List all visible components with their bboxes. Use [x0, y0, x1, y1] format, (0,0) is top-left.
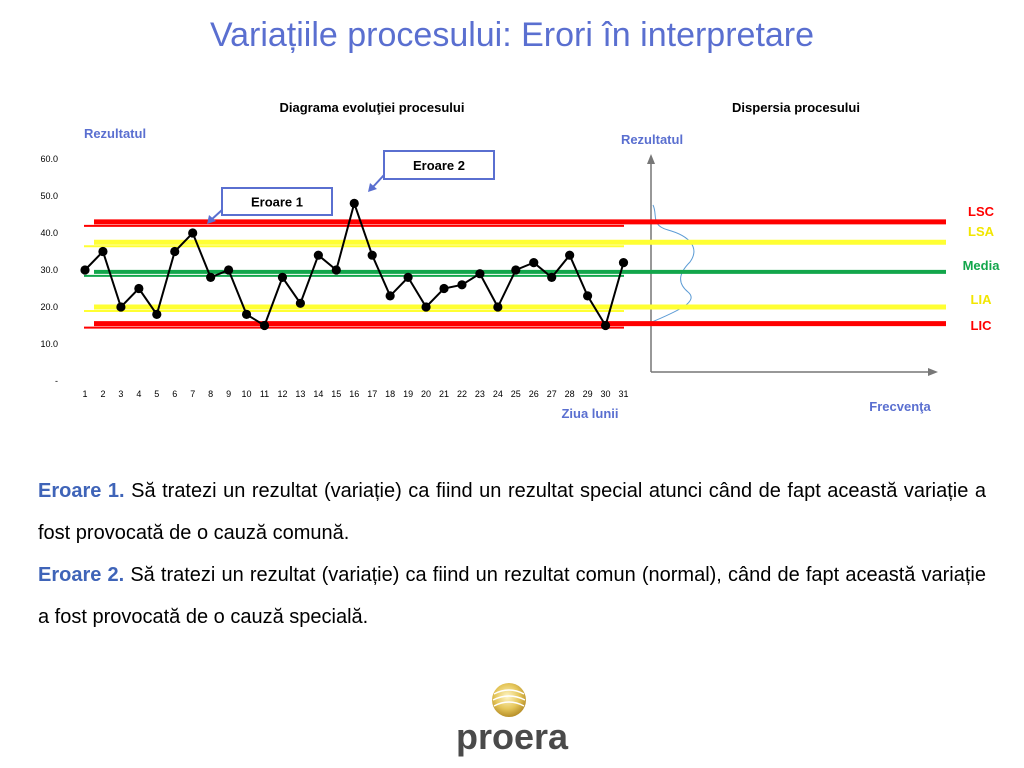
x-tick-label: 19	[403, 389, 414, 399]
limit-label-media: Media	[962, 258, 1000, 273]
x-tick-label: 4	[136, 389, 142, 399]
data-point	[457, 280, 466, 289]
explanation-text	[38, 470, 986, 638]
data-point	[583, 291, 592, 300]
callout-label-2: Eroare 2	[412, 158, 466, 173]
error-2-paragraph	[38, 554, 986, 638]
x-tick-label: 23	[474, 389, 485, 399]
data-point	[601, 321, 610, 330]
logo-text: proera	[455, 716, 569, 757]
x-tick-label: 30	[600, 389, 611, 399]
x-tick-label: 15	[331, 389, 342, 399]
data-point	[368, 251, 377, 260]
data-point	[404, 273, 413, 282]
x-tick-label: 27	[546, 389, 557, 399]
y-tick-label: 40.0	[40, 228, 58, 238]
x-tick-label: 9	[226, 389, 232, 399]
dispersion-y-arrow	[647, 154, 655, 164]
data-point	[80, 265, 89, 274]
x-tick-label: 31	[618, 389, 629, 399]
data-point	[116, 302, 125, 311]
data-point	[224, 265, 233, 274]
y-axis-label-right: Rezultatul	[620, 132, 684, 147]
chart-title-dispersion: Dispersia procesului	[732, 100, 860, 115]
data-point	[170, 247, 179, 256]
y-tick-label: 10.0	[40, 339, 58, 349]
x-tick-label: 8	[208, 389, 214, 399]
callout-arrow-2	[372, 175, 384, 188]
x-tick-label: 7	[190, 389, 196, 399]
x-tick-label: 2	[100, 389, 106, 399]
y-tick-label: -	[55, 376, 58, 386]
dispersion-x-arrow	[928, 368, 938, 376]
data-point	[134, 284, 143, 293]
logo-sphere-icon	[452, 680, 572, 720]
x-tick-label: 22	[456, 389, 467, 399]
x-axis-label-left: Ziua lunii	[561, 406, 619, 421]
x-tick-label: 12	[277, 389, 288, 399]
limit-label-lsa: LSA	[968, 224, 994, 239]
error-2-text: Să tratezi un rezultat (variație) ca fiind un rezultat comun (normal), când de fapt această variație a fost provocată de o cauză specială.	[38, 564, 987, 628]
x-axis-label-right: Frecvenţa	[869, 399, 931, 414]
x-tick-label: 10	[241, 389, 252, 399]
x-tick-label: 3	[118, 389, 124, 399]
data-point	[350, 199, 359, 208]
slide-title: Variațiile procesului: Erori în interpretare	[209, 16, 815, 54]
x-tick-label: 11	[259, 389, 270, 399]
x-tick-label: 29	[582, 389, 593, 399]
data-point	[421, 302, 430, 311]
limit-label-lic: LIC	[970, 318, 992, 333]
data-point	[98, 247, 107, 256]
x-tick-label: 24	[492, 389, 503, 399]
x-tick-label: 26	[528, 389, 539, 399]
y-tick-label: 50.0	[40, 191, 58, 201]
data-point	[260, 321, 269, 330]
x-tick-label: 17	[367, 389, 378, 399]
error-2-label: Eroare 2.	[38, 564, 125, 586]
data-point	[565, 251, 574, 260]
proera-logo	[452, 680, 572, 760]
data-point	[386, 291, 395, 300]
data-point	[278, 273, 287, 282]
data-point	[188, 228, 197, 237]
limit-label-lia: LIA	[970, 292, 992, 307]
error-1-text: Să tratezi un rezultat (variație) ca fiind un rezultat special atunci când de fapt această variație a fost provocată de o cauză comună.	[38, 480, 986, 544]
x-tick-label: 14	[313, 389, 324, 399]
error-1-label: Eroare 1.	[38, 480, 125, 502]
y-axis-label-left: Rezultatul	[83, 126, 147, 141]
callout-label-1: Eroare 1	[250, 194, 304, 210]
x-tick-label: 16	[349, 389, 360, 399]
x-tick-label: 20	[421, 389, 432, 399]
data-point	[242, 310, 251, 319]
data-point	[314, 251, 323, 260]
error-1-paragraph	[38, 470, 986, 554]
data-point	[296, 299, 305, 308]
data-point	[439, 284, 448, 293]
data-point	[332, 265, 341, 274]
x-tick-label: 5	[154, 389, 160, 399]
x-tick-label: 13	[295, 389, 306, 399]
y-tick-label: 60.0	[40, 154, 58, 164]
data-point	[475, 269, 484, 278]
y-tick-label: 30.0	[40, 265, 58, 275]
data-point	[529, 258, 538, 267]
data-point	[547, 273, 556, 282]
x-tick-label: 28	[564, 389, 575, 399]
chart-title-evolution: Diagrama evoluţiei procesului	[279, 100, 465, 115]
data-point	[511, 265, 520, 274]
x-tick-label: 1	[82, 389, 88, 399]
x-tick-label: 21	[438, 389, 450, 399]
x-tick-label: 18	[385, 389, 396, 399]
x-tick-label: 25	[510, 389, 521, 399]
data-point	[152, 310, 161, 319]
x-tick-label: 6	[172, 389, 178, 399]
limit-label-lsc: LSC	[968, 204, 994, 219]
data-point	[206, 273, 215, 282]
y-tick-label: 20.0	[40, 302, 58, 312]
data-point	[493, 302, 502, 311]
data-point	[619, 258, 628, 267]
